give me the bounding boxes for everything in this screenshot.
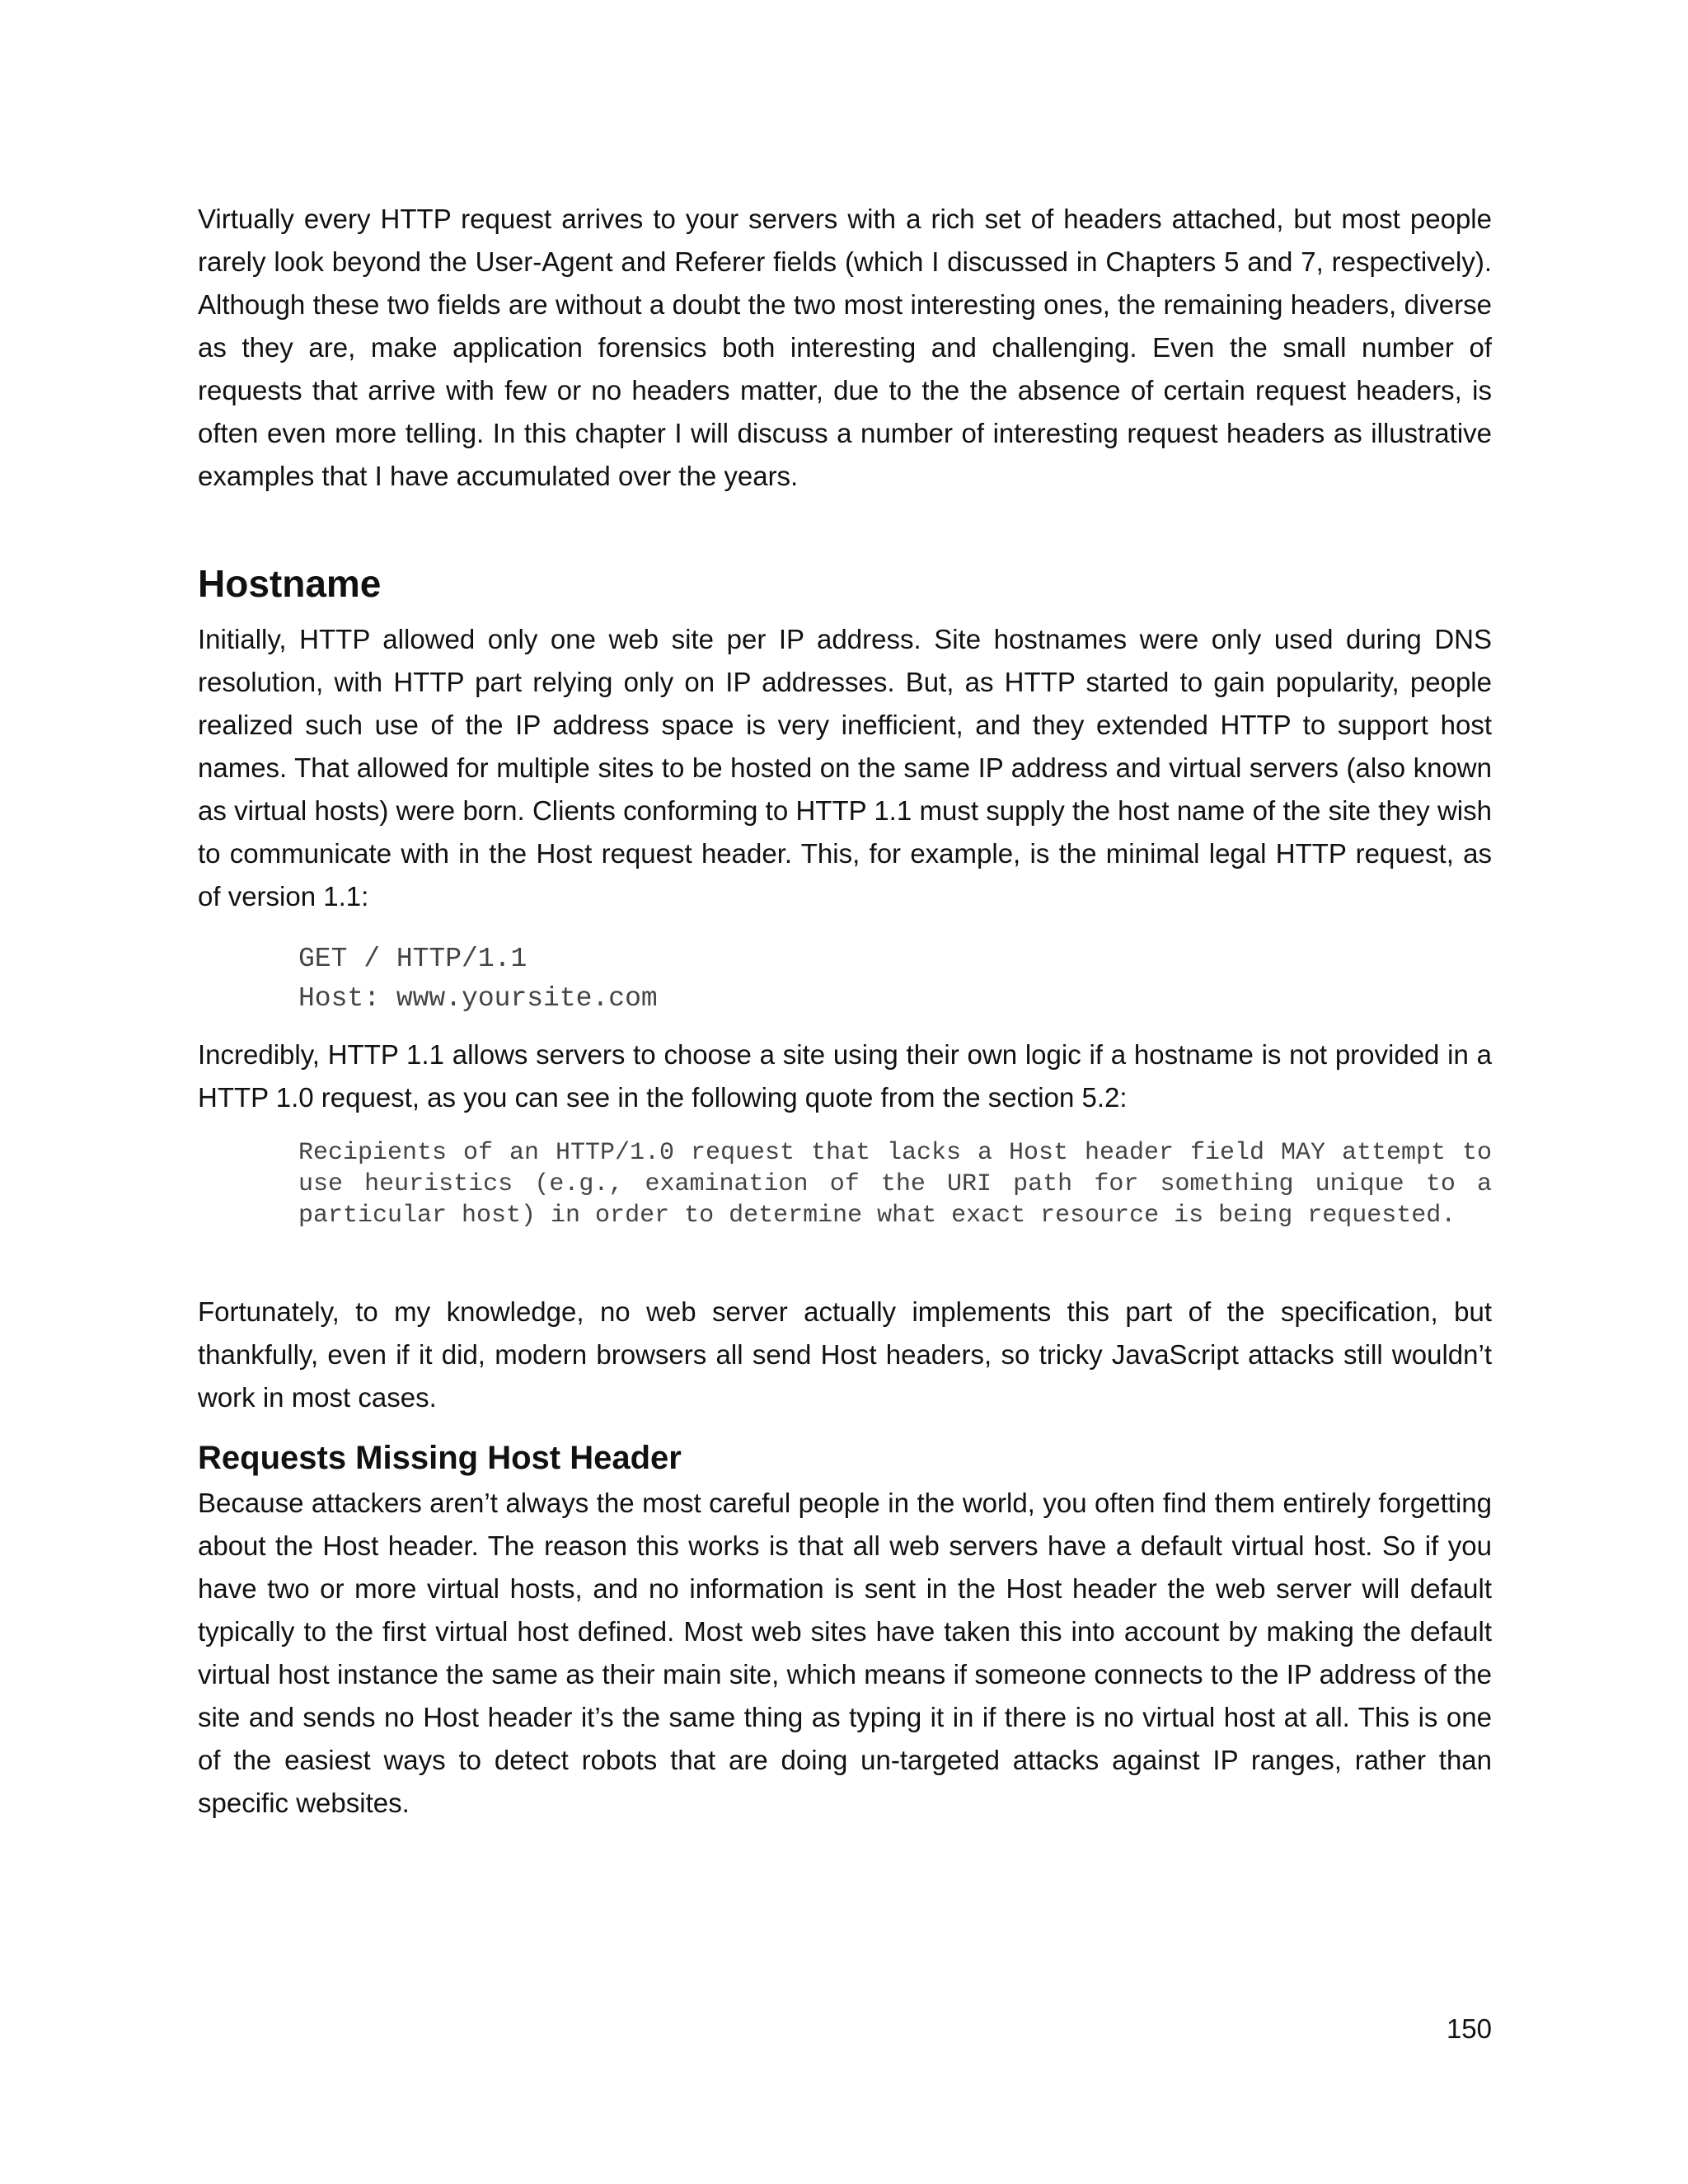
missing-host-paragraph: Because attackers aren’t always the most careful people in the world, you often find them entirely forgetting about the Host header. The reason this works is that all web servers have a default virtual host. So if you have two or more virtual hosts, and no information is sent in the Host header the web server will default typically to the first virtual host defined. Most web sites have taken this into account by making the default virtual host instance the same as their main site, which means if someone connects to the IP address of the site and sends no Host header it’s the same thing as typing it in if there is no virtual host at all. This is one of the easiest ways to detect robots that are doing un-targeted attacks against IP ranges, rather than specific websites. xyxy=(198,1488,1492,1818)
hostname-paragraph-2: Incredibly, HTTP 1.1 allows servers to choose a site using their own logic if a hostname is not provided in a HTTP 1.0 request, as you can see in the following quote from the section 5.2: xyxy=(198,1039,1492,1113)
code-block xyxy=(198,940,1492,1019)
rfc-quote: Recipients of an HTTP/1.0 request that lacks a Host header field MAY attempt to use heuristics (e.g., examination of the URI path for something unique to a particular host) in order to determine what exact resource is being requested. xyxy=(298,1139,1492,1230)
hostname-heading: Hostname xyxy=(198,562,382,605)
page-number: 150 xyxy=(1446,2013,1492,2044)
hostname-paragraph-1: Initially, HTTP allowed only one web site per IP address. Site hostnames were only used during DNS resolution, with HTTP part relying only on IP addresses. But, as HTTP started to gain popularity, people realized such use of the IP address space is very inefficient, and they extended HTTP to support host names. That allowed for multiple sites to be hosted on the same IP address and virtual servers (also known as virtual hosts) were born. Clients conforming to HTTP 1.1 must supply the host name of the site they wish to communicate with in the Host request header. This, for example, is the minimal legal HTTP request, as of version 1.1: xyxy=(198,624,1492,912)
code-line-1: GET / HTTP/1.1 xyxy=(298,944,528,974)
document-page xyxy=(198,198,1492,1825)
code-line-2: Host: www.yoursite.com xyxy=(298,983,658,1014)
intro-paragraph: Virtually every HTTP request arrives to your servers with a rich set of headers attached, but most people rarely look beyond the User-Agent and Referer fields (which I discussed in Chapters 5 and 7, respectively). Although these two fields are without a doubt the two most interesting ones, the remaining headers, diverse as they are, make application forensics both interesting and challenging. Even the small number of requests that arrive with few or no headers matter, due to the the absence of certain request headers, is often even more telling. In this chapter I will discuss a number of interesting request headers as illustrative examples that I have accumulated over the years. xyxy=(198,204,1492,491)
hostname-paragraph-3: Fortunately, to my knowledge, no web server actually implements this part of the specification, but thankfully, even if it did, modern browsers all send Host headers, so tricky JavaScript attacks still wouldn’t work in most cases. xyxy=(198,1296,1492,1413)
missing-host-heading: Requests Missing Host Header xyxy=(198,1440,682,1476)
